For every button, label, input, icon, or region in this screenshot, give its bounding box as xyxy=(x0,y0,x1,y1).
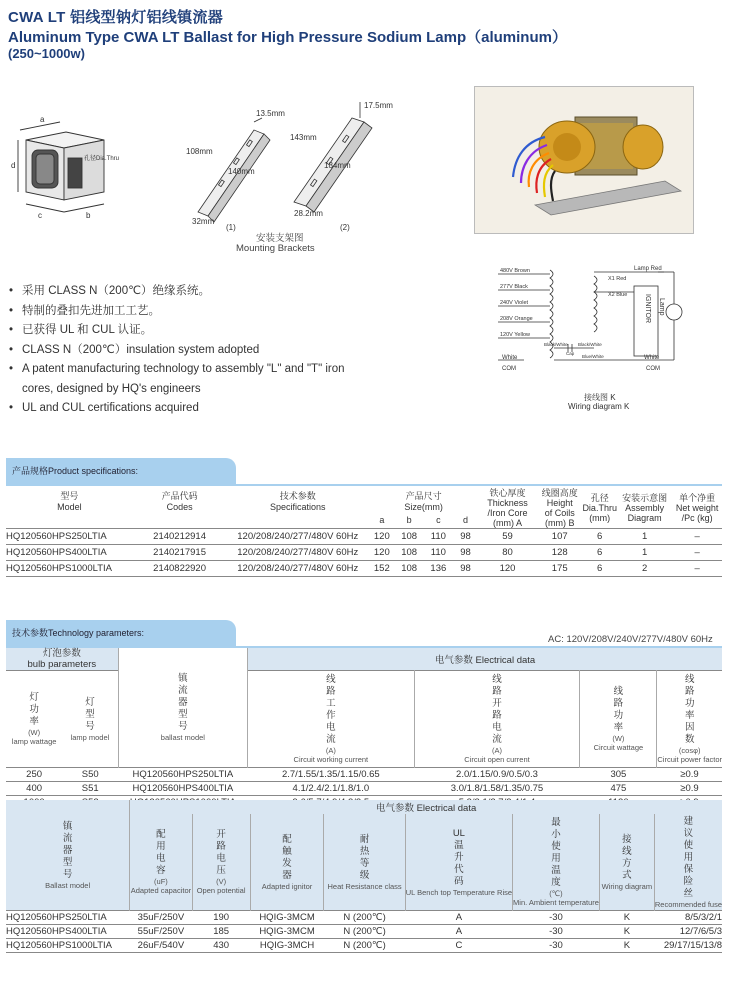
wiring-caption-cn: 接线图 K xyxy=(584,393,616,402)
circuit-wattage-head: 线 路 功 率 (W) Circuit wattage xyxy=(580,671,657,768)
svg-text:108mm: 108mm xyxy=(186,147,213,156)
svg-text:Black/White: Black/White xyxy=(544,342,568,347)
heat-class-head: 耐 热 等 级 Heat Resistance class xyxy=(324,814,405,911)
svg-text:Lamp: Lamp xyxy=(658,298,665,316)
svg-text:17.5mm: 17.5mm xyxy=(364,101,393,110)
col-core: 铁心厚度 Thickness /Iron Core (mm) A xyxy=(487,488,528,528)
col-hole: 孔径 Dia.Thru (mm) xyxy=(582,493,617,523)
table-row: HQ120560HPS1000LTIA 26uF/540V 430 HQIG-3MCH N (200℃) C -30 K 29/17/15/13/8 xyxy=(6,940,722,951)
bulb-params-head: 灯泡参数 bulb parameters xyxy=(6,648,118,671)
wiring-diagram-head: 接 线 方 式 Wiring diagram xyxy=(599,814,654,911)
wiring-caption-en: Wiring diagram K xyxy=(568,402,630,411)
product-specs-table: 型号 Model 产品代码 Codes 技术参数 Specifications 产品尺寸 Size(mm) 铁心厚度 Thickness /Iron Core (mm) A 线圈高度 Height of Coils (mm) B 孔径 Dia.Thru (mm) 安装示意图 Assembly Diagram 单个净重 Net weight /Pc (kg) a b c d HQ120560HPS250LTIA 2140212914 120/208/240/277/480V 60Hz 120 108 110 98 59 107 6 1 – HQ120560HPS400LTIA 2140217915 120/208/240/277/480V 60Hz 120 108 110 98 80 128 6 1 – HQ120560HPS1000LTIA 2140822920 120/208/240/277/480V 60Hz 152 108 136 98 120 175 6 2 – xyxy=(6,488,722,577)
dim-b: b xyxy=(86,211,91,220)
table-row: HQ120560HPS250LTIA 2140212914 120/208/240/277/480V 60Hz 120 108 110 98 59 107 6 1 – xyxy=(6,529,722,545)
bracket-1-drawing xyxy=(178,102,288,232)
col-size: 产品尺寸 Size(mm) xyxy=(404,490,443,512)
wiring-diagram xyxy=(494,262,694,414)
feature-item: • 特制的叠扣先进加工工艺。 xyxy=(8,302,428,322)
table-row: 1000 S52 HQ120560HPS1000LTIA 9.6/5.7/4.9/4.3/2.5 5.3/3.1/2.7/2.4/1.4 1120 ≥0.9 xyxy=(6,796,722,810)
product-specs-tab: 产品规格Product specifications: xyxy=(6,458,236,484)
svg-text:White: White xyxy=(502,355,518,361)
svg-text:240V Violet: 240V Violet xyxy=(500,300,529,306)
svg-text:(2): (2) xyxy=(340,223,350,232)
svg-text:Lamp Red: Lamp Red xyxy=(634,266,662,272)
svg-text:X2 Blue: X2 Blue xyxy=(608,292,628,298)
electrical-data-table xyxy=(6,800,722,953)
svg-text:140mm: 140mm xyxy=(228,167,255,176)
title-cn: CWA LT 铝线型钠灯铝线镇流器 xyxy=(8,9,224,26)
feature-item: • CLASS N（200℃）insulation system adopted xyxy=(8,341,428,361)
svg-text:28.2mm: 28.2mm xyxy=(294,209,323,218)
table-row: HQ120560HPS1000LTIA 2140822920 120/208/240/277/480V 60Hz 152 108 136 98 120 175 6 2 – xyxy=(6,561,722,577)
open-voltage-head: 开 路 电 压 (V) Open potential xyxy=(192,814,250,911)
col-coil: 线圈高度 Height of Coils (mm) B xyxy=(541,488,578,528)
ballast-model-head-2: 镇 流 器 型 号 Ballast model xyxy=(6,800,130,911)
capacitor-head: 配 用 电 容 (uF) Adapted capacitor xyxy=(130,814,192,911)
svg-text:208V Orange: 208V Orange xyxy=(500,316,533,322)
svg-text:Cap: Cap xyxy=(566,351,575,356)
svg-text:Blue/White: Blue/White xyxy=(582,354,604,359)
lamp-wattage-head: 灯 功 率 (W) lamp wattage xyxy=(6,671,62,768)
table-row: HQ120560HPS250LTIA 35uF/250V 190 HQIG-3MCM N (200℃) A -30 K 8/5/3/2/1 xyxy=(6,912,722,923)
tech-params-table xyxy=(6,648,722,809)
specs-divider xyxy=(6,484,722,486)
dim-a: a xyxy=(40,115,45,124)
svg-text:13.5mm: 13.5mm xyxy=(256,109,285,118)
feature-item: cores, designed by HQ's engineers xyxy=(22,382,201,395)
feature-item: • 采用 CLASS N（200℃）绝缘系统。 xyxy=(8,282,428,302)
ignitor-head: 配 触 发 器 Adapted ignitor xyxy=(250,814,324,911)
min-temp-head: 最 小 使 用 温 度 (℃) Min. Ambient temperature xyxy=(513,814,600,911)
title-en: Aluminum Type CWA LT Ballast for High Pressure Sodium Lamp（aluminum） xyxy=(8,29,567,46)
bracket-caption-cn: 安装支架图 xyxy=(256,233,304,244)
bracket-caption-en: Mounting Brackets xyxy=(236,243,315,254)
svg-text:(1): (1) xyxy=(226,223,236,232)
product-photo xyxy=(474,86,694,234)
table-row: HQ120560HPS400LTIA 2140217915 120/208/240/277/480V 60Hz 120 108 110 98 80 128 6 1 – xyxy=(6,545,722,561)
dia-thru-label: 孔径Dia.Thru xyxy=(84,156,120,162)
col-weight: 单个净重 Net weight /Pc (kg) xyxy=(675,493,719,523)
col-asm: 安装示意图 Assembly Diagram xyxy=(622,493,668,523)
bracket-2-drawing xyxy=(284,96,404,236)
svg-text:184mm: 184mm xyxy=(324,161,351,170)
feature-item: • 已获得 UL 和 CUL 认证。 xyxy=(8,321,428,341)
lamp-model-head: 灯 型 号 lamp model xyxy=(62,671,118,768)
dim-c: c xyxy=(38,211,42,220)
dim-d: d xyxy=(11,161,16,170)
svg-text:120V Yellow: 120V Yellow xyxy=(500,332,530,338)
title-range: (250~1000w) xyxy=(8,46,85,61)
fuse-head: 建 议 使 用 保 险 丝 Recommended fuse xyxy=(654,815,722,909)
svg-text:X1 Red: X1 Red xyxy=(608,276,627,282)
ballast-image xyxy=(475,87,693,233)
table-row: HQ120560HPS400LTIA 55uF/250V 185 HQIG-3MCM N (200℃) A -30 K 12/7/6/5/3 xyxy=(6,926,722,937)
tech-params-tab: 技术参数Technology parameters: xyxy=(6,620,236,646)
ul-temp-head: UL 温 升 代 码 UL Bench top Temperature Rise xyxy=(405,814,512,911)
svg-text:Black/White: Black/White xyxy=(578,342,602,347)
svg-text:480V Brown: 480V Brown xyxy=(500,268,530,274)
svg-text:COM: COM xyxy=(502,366,516,372)
svg-text:32mm: 32mm xyxy=(192,217,215,226)
col-model: 型号 Model xyxy=(57,490,82,512)
svg-text:277V Black: 277V Black xyxy=(500,284,528,290)
col-code: 产品代码 Codes xyxy=(161,490,198,512)
ac-voltage: AC: 120V/208V/240V/277V/480V 60Hz xyxy=(548,634,713,645)
ballast-dimension-drawing xyxy=(8,100,120,230)
col-spec: 技术参数 Specifications xyxy=(269,490,326,512)
feature-item: • UL and CUL certifications acquired xyxy=(8,399,428,419)
svg-text:IGNITOR: IGNITOR xyxy=(644,294,651,324)
ballast-model-head: 镇 流 器 型 号 ballast model xyxy=(118,648,247,768)
svg-text:White: White xyxy=(644,355,660,361)
power-factor-head: 线 路 功 率 因 数 (cosφ) Circuit power factor xyxy=(657,671,722,768)
elec-data-head: 电气参数 Electrical data xyxy=(434,655,536,666)
table-row: 400 S51 HQ120560HPS400LTIA 4.1/2.4/2.1/1.8/1.0 3.0/1.8/1.58/1.35/0.75 475 ≥0.9 xyxy=(6,782,722,796)
open-current-head: 线 路 开 路 电 流 (A) Circuit open current xyxy=(414,671,580,768)
feature-item: • A patent manufacturing technology to assembly "L" and "T" iron xyxy=(8,360,428,380)
svg-text:COM: COM xyxy=(646,366,660,372)
working-current-head: 线 路 工 作 电 流 (A) Circuit working current xyxy=(248,671,415,768)
svg-text:143mm: 143mm xyxy=(290,133,317,142)
feature-list xyxy=(8,282,428,419)
elec-data-head-2: 电气参数 Electrical data xyxy=(375,803,477,814)
table-row: 250 S50 HQ120560HPS250LTIA 2.7/1.55/1.35/1.15/0.65 2.0/1.15/0.9/0.5/0.3 305 ≥0.9 xyxy=(6,768,722,782)
